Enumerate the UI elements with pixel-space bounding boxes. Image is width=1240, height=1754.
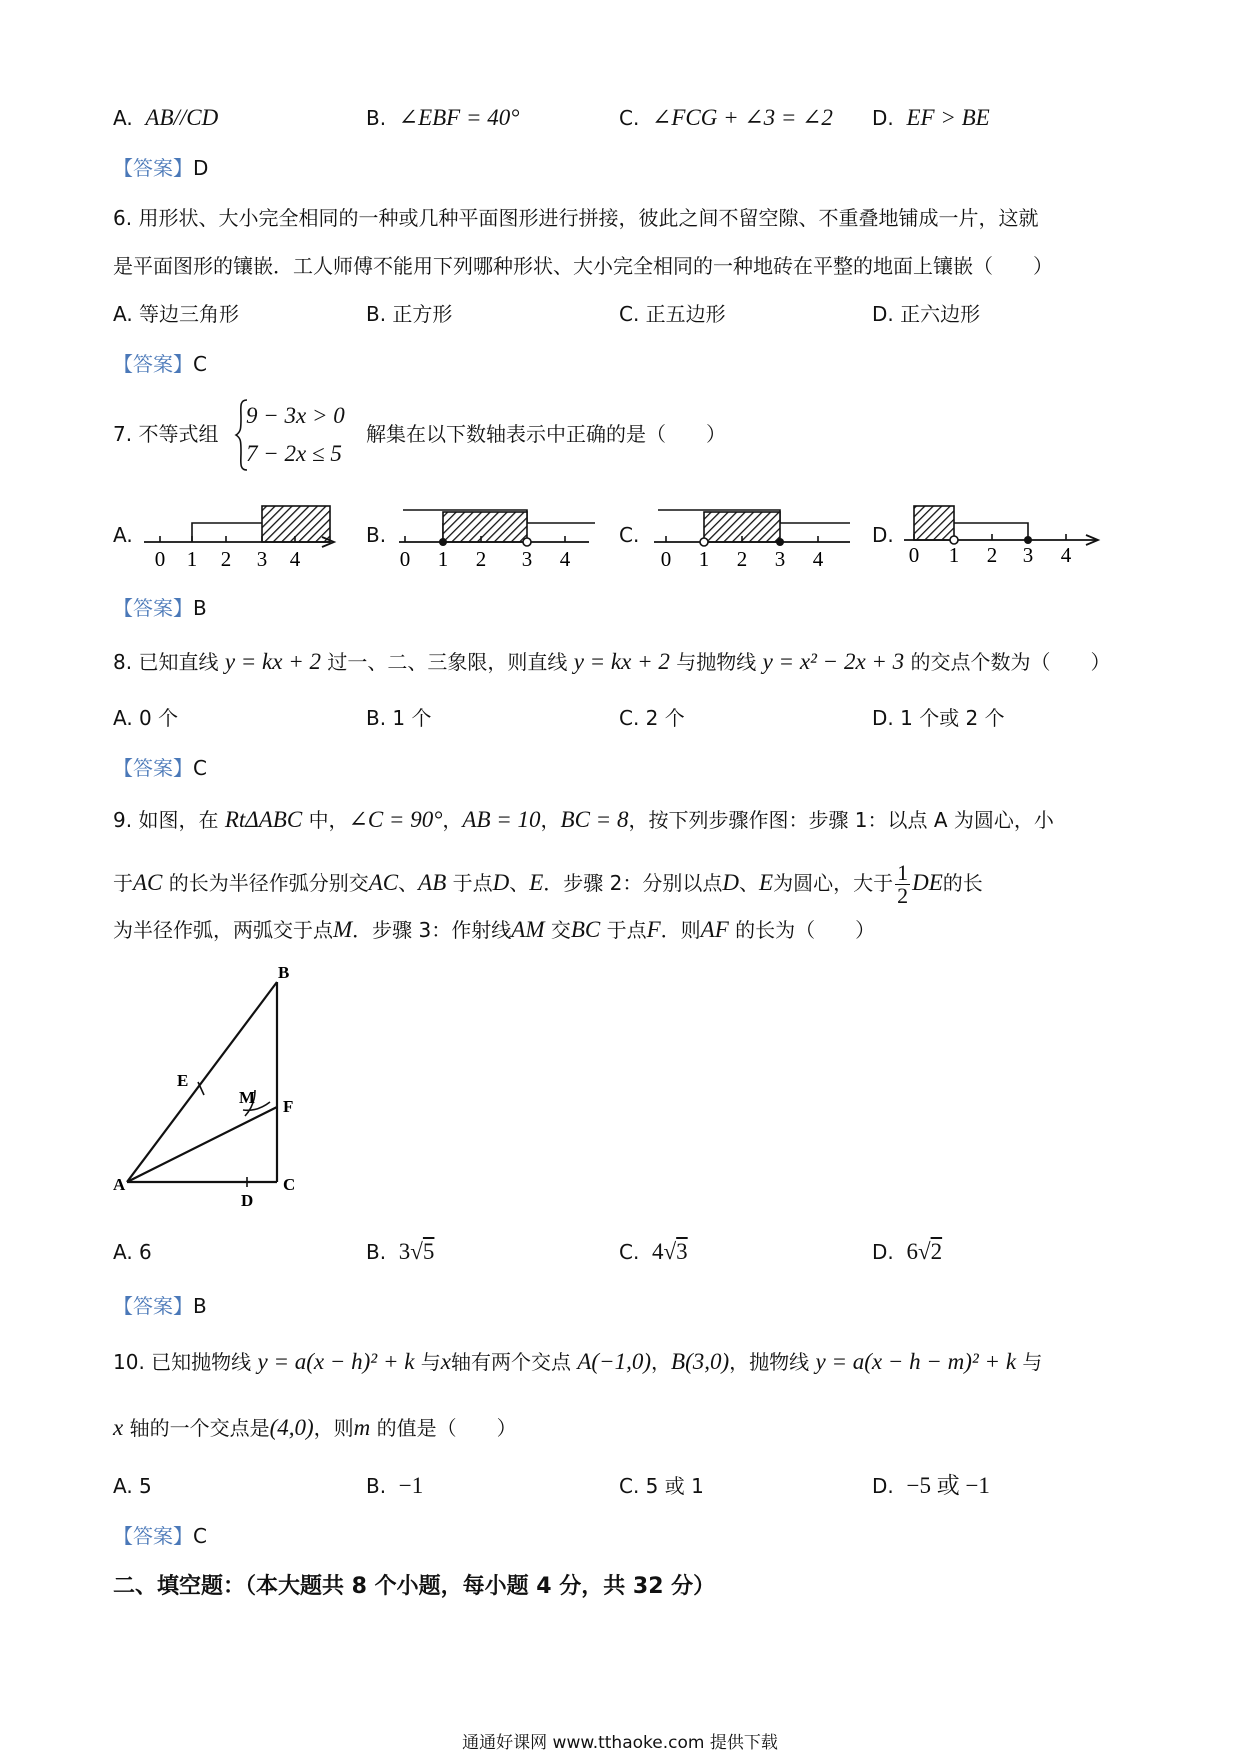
q9-answer: 【答案】B — [113, 1294, 207, 1318]
tick: 1 — [186, 547, 198, 571]
tick: 0 — [154, 547, 166, 571]
tick: 3 — [521, 547, 533, 571]
q10-option-a: A. 5 — [113, 1474, 152, 1498]
q10-text-line1: 10. 已知抛物线 y = a(x − h)² + k 与x轴有两个交点 A(−1,0)，B(3,0)，抛物线 y = a(x − h − m)² + k 与 — [113, 1349, 1043, 1374]
q7-option-b-label: B. — [366, 523, 387, 547]
q9-option-c: C. 4√3 — [619, 1239, 688, 1264]
q10-text-line2: x 轴的一个交点是(4,0)，则m 的值是（ ） — [113, 1415, 517, 1440]
tick: 1 — [437, 547, 449, 571]
q8-option-c: C. 2 个 — [619, 706, 685, 730]
q6-option-b: B. 正方形 — [366, 302, 453, 326]
q7-answer: 【答案】B — [113, 596, 207, 620]
tick: 4 — [559, 547, 571, 571]
tick: 2 — [475, 547, 487, 571]
label-m: M — [239, 1088, 256, 1107]
q7-numberline-a — [140, 496, 340, 576]
q9-triangle-figure — [105, 960, 325, 1210]
q8-option-d: D. 1 个或 2 个 — [872, 706, 1005, 730]
tick: 2 — [986, 543, 998, 567]
tick: 2 — [220, 547, 232, 571]
q5-answer: 【答案】D — [113, 156, 209, 180]
tick: 0 — [908, 543, 920, 567]
q8-option-b: B. 1 个 — [366, 706, 432, 730]
ray-am — [127, 1107, 277, 1182]
section-heading-fill-in: 二、填空题：（本大题共 8 个小题，每小题 4 分，共 32 分） — [113, 1574, 716, 1599]
q8-answer: 【答案】C — [113, 756, 207, 780]
label-a: A — [113, 1175, 126, 1194]
q10-option-d: D. −5 或 −1 — [872, 1473, 990, 1498]
tick: 0 — [660, 547, 672, 571]
q7-option-d-label: D. — [872, 523, 894, 547]
q5-option-d: D. EF > BE — [872, 105, 990, 130]
tick: 0 — [399, 547, 411, 571]
q9-text-line2: 于AC 的长为半径作弧分别交AC、AB 于点D、E．步骤 2：分别以点D、E为圆心，大于 $\frac{1}{2}$ DE的长 — [113, 860, 983, 908]
q7-inequality-1: 9 − 3x > 0 — [246, 403, 345, 428]
q7-numberline-d — [900, 496, 1110, 576]
tick: 3 — [256, 547, 268, 571]
tick: 3 — [774, 547, 786, 571]
label-c: C — [283, 1175, 296, 1194]
q10-option-b: B. −1 — [366, 1473, 424, 1498]
q10-answer: 【答案】C — [113, 1524, 207, 1548]
label-e: E — [177, 1071, 189, 1090]
q9-text-line1: 9. 如图，在 RtΔABC 中，∠C = 90°，AB = 10，BC = 8，按下列步骤作图：步骤 1：以点 A 为圆心，小 — [113, 807, 1054, 832]
tick: 4 — [812, 547, 824, 571]
q9-option-a: A. 6 — [113, 1240, 152, 1264]
q9-option-d: D. 6√2 — [872, 1239, 943, 1264]
q6-text-line1: 6. 用形状、大小完全相同的一种或几种平面图形进行拼接，彼此之间不留空隙、不重叠地铺成一片，这就 — [113, 206, 1039, 230]
fraction-one-half: $\frac{1}{2}$ — [897, 860, 909, 908]
tick: 3 — [1022, 543, 1034, 567]
q6-answer: 【答案】C — [113, 352, 207, 376]
q7-inequality-2: 7 − 2x ≤ 5 — [246, 441, 342, 466]
q7-numberline-b — [395, 496, 605, 576]
label-b: B — [278, 963, 290, 982]
tick: 4 — [1060, 543, 1072, 567]
q7-prefix: 7. 不等式组 — [113, 422, 219, 446]
q7-option-a-label: A. — [113, 523, 133, 547]
q9-text-line3: 为半径作弧，两弧交于点M．步骤 3：作射线AM 交BC 于点F．则AF 的长为（ ） — [113, 917, 876, 942]
page-footer: 通通好课网 www.tthaoke.com 提供下载 — [462, 1733, 778, 1753]
q5-option-c: C. ∠FCG + ∠3 = ∠2 — [619, 105, 833, 130]
label-f: F — [283, 1097, 294, 1116]
q7-suffix: 解集在以下数轴表示中正确的是（ ） — [366, 422, 726, 446]
q8-option-a: A. 0 个 — [113, 706, 179, 730]
q9-option-b: B. 3√5 — [366, 1239, 435, 1264]
tick: 1 — [698, 547, 710, 571]
q6-option-c: C. 正五边形 — [619, 302, 726, 326]
q10-option-c: C. 5 或 1 — [619, 1474, 704, 1498]
tick: 2 — [736, 547, 748, 571]
q6-option-d: D. 正六边形 — [872, 302, 981, 326]
q5-option-b: B. ∠EBF = 40° — [366, 105, 520, 130]
q8-text: 8. 已知直线 y = kx + 2 过一、二、三象限，则直线 y = kx + 2 与抛物线 y = x² − 2x + 3 的交点个数为（ ） — [113, 649, 1111, 674]
q7-option-c-label: C. — [619, 523, 640, 547]
side-ab — [127, 982, 277, 1182]
q6-option-a: A. 等边三角形 — [113, 302, 240, 326]
q5-option-a: A. AB//CD — [113, 105, 219, 130]
q7-numberline-c — [650, 496, 860, 576]
label-d: D — [241, 1191, 254, 1210]
q6-text-line2: 是平面图形的镶嵌．工人师傅不能用下列哪种形状、大小完全相同的一种地砖在平整的地面上镶嵌（ ） — [113, 254, 1053, 278]
tick: 1 — [948, 543, 960, 567]
tick: 4 — [289, 547, 301, 571]
